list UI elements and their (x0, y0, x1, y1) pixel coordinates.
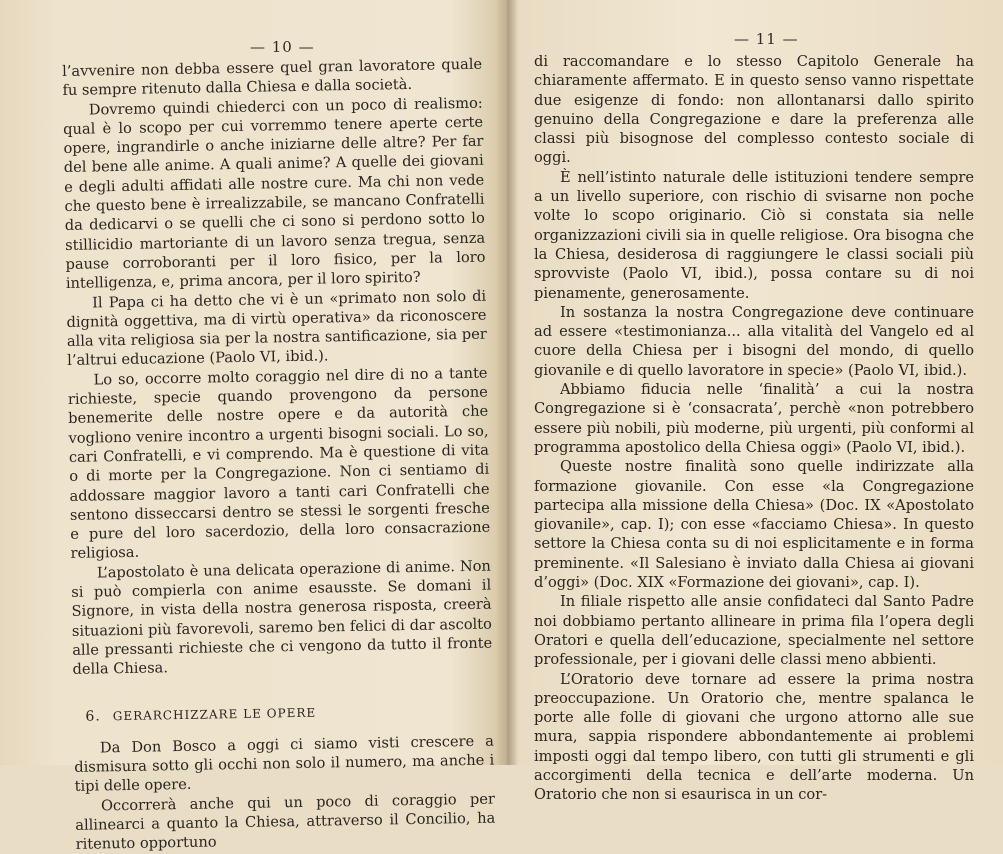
paragraph: di raccomandare e lo stesso Capitolo Generale ha chiaramente affermato. E in questo senso vanno rispettate due esigenze di fondo: non allontanarsi dallo spirito genuino della Congregazione e dare la preferenza alle classi più bisognose del complesso contesto sociale di oggi. (534, 53, 974, 167)
paragraph: Dovremo quindi chiederci con un poco di realismo: qual è lo scopo per cui vorremmo tenere aperte certe opere, ingrandirle o anche iniziarne delle altre? Per far del bene alle anime. A quali anime? A quelle dei giovani e degli adulti affidati alle nostre cure. Ma chi non vede che questo bene è irrealizzabile, se mancano Confratelli da dedicarvi o se quelli che ci sono si perdono sotto lo stillicidio martoriante di un lavoro senza tregua, senza pause corroboranti per il loro fisico, per la loro intelligenza, e, prima ancora, per il loro spirito? (63, 94, 486, 293)
section-title: GERARCHIZZARE LE OPERE (112, 705, 317, 723)
paragraph: Il Papa ci ha detto che vi è un «primato non solo di dignità oggettiva, ma di virtù operativa» da riconoscere alla vita religiosa sia per la nostra santificazione, sia per l’altrui educazione (Paolo VI, ibid.). (66, 287, 487, 370)
section-heading (85, 700, 493, 726)
page-number: — 10 — (250, 38, 315, 56)
page-number: — 11 — (734, 30, 799, 48)
paragraph: Occorrerà anche qui un poco di coraggio per allinearci a quanto la Chiesa, attraverso il Concilio, ha ritenuto opportuno (75, 790, 496, 854)
paragraph: l’avvenire non debba essere quel gran lavoratore quale fu sempre ritenuto dalla Chiesa e dalla società. (62, 55, 483, 100)
paragraph: L’Oratorio deve tornare ad essere la prima nostra preoccupazione. Un Oratorio che, mentre spalanca le porte alle folle di giovani che urgono attorno alle sue mura, sappia rispondere abbondantemente ai problemi imposti oggi dal tempo libero, con tutti gli strumenti e gli accorgimenti della tecnica e dell’arte moderna. Un Oratorio che non si esaurisca in un cor- (534, 670, 974, 804)
paragraph: In sostanza la nostra Congregazione deve continuare ad essere «testimonianza... alla vitalità del Vangelo ed al cuore della Chiesa per i bisogni del mondo, di quello giovanile e di quello lavoratore in specie» (Paolo VI, ibid.). (534, 303, 974, 379)
section-number: 6. (85, 707, 101, 725)
paragraph: È nell’istinto naturale delle istituzioni tendere sempre a un livello superiore, con rischio di svisarne non poche volte lo scopo originario. Ciò si constata sia nelle organizzazioni civili sia in quelle religiose. Ora bisogna che la Chiesa, desiderosa di raggiungere le classi sociali più sprovviste (Paolo VI, ibid.), possa contare su di noi pienamente, generosamente. (534, 168, 974, 302)
paragraph: Lo so, occorre molto coraggio nel dire di no a tante richieste, specie quando provengono da persone benemerite delle nostre opere e da autorità che vogliono venire incontro a urgenti bisogni sociali. Lo so, cari Confratelli, e vi comprendo. Ma è questione di vita o di morte per la Congregazione. Non ci sentiamo di addossare maggior lavoro a tanti cari Confratelli che sentono disseccarsi dentro se stessi le sorgenti fresche e pure del loro sacerdozio, della loro consacrazione religiosa. (67, 364, 491, 563)
paragraph: Da Don Bosco a oggi ci siamo visti crescere a dismisura sotto gli occhi non solo il numero, ma anche i tipi delle opere. (74, 732, 495, 796)
paragraph: In filiale rispetto alle ansie confidateci dal Santo Padre noi dobbiamo pertanto allineare in prima fila l’opera degli Oratori e quella dell’educazione, specialmente nel settore professionale, per i giovani delle classi meno abbienti. (534, 593, 974, 669)
right-page-body (534, 52, 974, 805)
paragraph: Queste nostre finalità sono quelle indirizzate alla formazione giovanile. Con esse «la Congregazione partecipa alla missione della Chiesa» (Doc. IX «Apostolato giovanile», cap. I); con esse «facciamo Chiesa». In questo settore la Chiesa conta su di noi esplicitamente e in forma preminente. «Il Salesiano è inviato dalla Chiesa ai giovani d’oggi» (Doc. XIX «Formazione dei giovani», cap. I). (534, 458, 974, 592)
left-page (0, 0, 500, 854)
right-page (516, 0, 1003, 804)
left-page-body (62, 55, 496, 854)
paragraph: Abbiamo fiducia nelle ‘finalità’ a cui la nostra Congregazione si è ‘consacrata’, perchè «non potrebbero essere più nobili, più moderne, più urgenti, più conformi al programma apostolico della Chiesa oggi» (Paolo VI, ibid.). (534, 381, 974, 456)
paragraph: L’apostolato è una delicata operazione di anime. Non si può compierla con anime esausste. Se domani il Signore, in vista della nostra generosa risposta, creerà situazioni più favorevoli, saremo ben felici di dar ascolto alle pressanti richieste che ci vengono da tutto il fronte della Chiesa. (71, 557, 493, 679)
